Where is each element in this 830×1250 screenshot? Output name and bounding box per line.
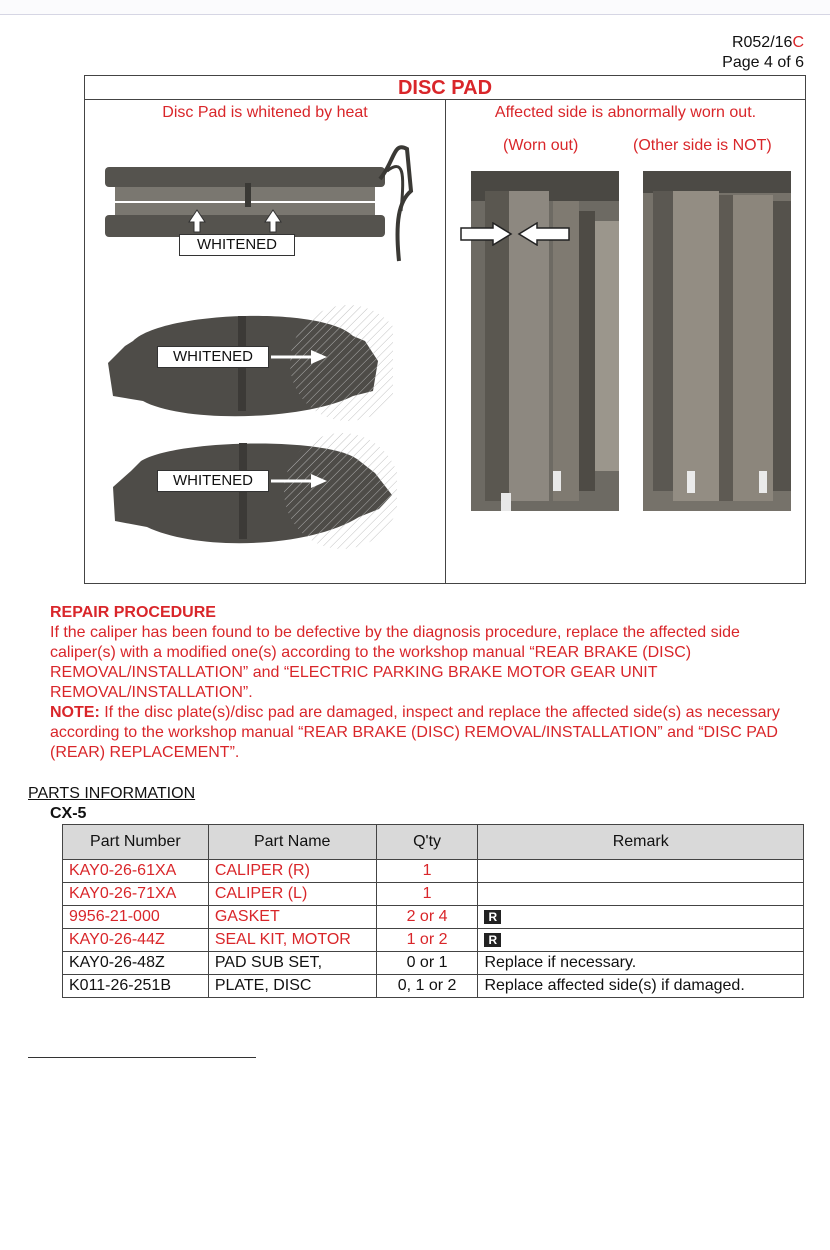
- other-side-pad-photo: [643, 171, 791, 511]
- parts-table: [62, 824, 804, 998]
- column-header: Q'ty: [376, 825, 478, 860]
- remark-cell: Replace if necessary.: [478, 952, 804, 975]
- part-name-cell: CALIPER (L): [208, 883, 376, 906]
- other-side-label: (Other side is NOT): [633, 137, 772, 154]
- column-header: Part Number: [63, 825, 209, 860]
- part-number-cell: KAY0-26-61XA: [63, 860, 209, 883]
- panel-title: DISC PAD: [85, 76, 805, 100]
- arrow-right-icon: [269, 348, 329, 366]
- table-row: [63, 906, 804, 929]
- repair-heading: REPAIR PROCEDURE: [50, 604, 216, 621]
- table-row: [63, 952, 804, 975]
- page-number: Page 4 of 6: [722, 54, 804, 71]
- arrow-right-icon: [269, 472, 329, 490]
- disc-pad-panel: [84, 75, 806, 584]
- worn-out-label: (Worn out): [503, 137, 579, 154]
- remark-cell: [478, 860, 804, 883]
- note-label: NOTE:: [50, 704, 100, 721]
- replacement-badge-icon: R: [484, 933, 501, 947]
- part-number-cell: KAY0-26-48Z: [63, 952, 209, 975]
- repair-procedure: [50, 603, 810, 763]
- part-name-cell: GASKET: [208, 906, 376, 929]
- worn-side-arrows: [459, 222, 571, 246]
- remark-cell: [478, 906, 804, 929]
- remark-cell: Replace affected side(s) if damaged.: [478, 975, 804, 998]
- top-bar: [0, 0, 830, 15]
- part-number-cell: K011-26-251B: [63, 975, 209, 998]
- footnote-line: [28, 1057, 256, 1058]
- remark-cell: [478, 883, 804, 906]
- table-row: [63, 883, 804, 906]
- note-text: If the disc plate(s)/disc pad are damaged, inspect and replace the affected side(s) as necessary according to the workshop manual “REAR BRAKE (DISC) REMOVAL/INSTALLATION” and “DISC PAD (REAR) REPLACEMENT”.: [50, 704, 780, 761]
- quantity-cell: 0, 1 or 2: [376, 975, 478, 998]
- column-header: Part Name: [208, 825, 376, 860]
- left-caption: Disc Pad is whitened by heat: [162, 104, 368, 121]
- pad-front-view-photo-2: [107, 431, 397, 556]
- repair-body: If the caliper has been found to be defective by the diagnosis procedure, replace the affected side caliper(s) with a modified one(s) according to the workshop manual “REAR BRAKE (DISC) REMOVAL/INSTALLATION” and “ELECTRIC PARKING BRAKE MOTOR GEAR UNIT REMOVAL/INSTALLATION”.: [50, 624, 740, 701]
- part-name-cell: SEAL KIT, MOTOR: [208, 929, 376, 952]
- part-number-cell: KAY0-26-71XA: [63, 883, 209, 906]
- part-number-cell: 9956-21-000: [63, 906, 209, 929]
- bulletin-code: R052/16C: [731, 34, 804, 51]
- part-number-cell: KAY0-26-44Z: [63, 929, 209, 952]
- quantity-cell: 1 or 2: [376, 929, 478, 952]
- right-caption: Affected side is abnormally worn out.: [494, 104, 757, 121]
- part-name-cell: CALIPER (R): [208, 860, 376, 883]
- panel-divider: [445, 99, 446, 583]
- table-header-row: [63, 825, 804, 860]
- quantity-cell: 2 or 4: [376, 906, 478, 929]
- repair-note: [50, 703, 810, 763]
- quantity-cell: 0 or 1: [376, 952, 478, 975]
- table-row: [63, 860, 804, 883]
- whitened-label-middle: WHITENED: [157, 346, 269, 368]
- replacement-badge-icon: R: [484, 910, 501, 924]
- part-name-cell: PLATE, DISC: [208, 975, 376, 998]
- whitened-label-bottom: WHITENED: [157, 470, 269, 492]
- model-name: CX-5: [50, 805, 87, 822]
- remark-cell: [478, 929, 804, 952]
- part-name-cell: PAD SUB SET,: [208, 952, 376, 975]
- document-header: [722, 33, 804, 73]
- column-header: Remark: [478, 825, 804, 860]
- table-row: [63, 929, 804, 952]
- quantity-cell: 1: [376, 883, 478, 906]
- parts-title: PARTS INFORMATION: [28, 785, 196, 802]
- table-row: [63, 975, 804, 998]
- whitened-label-top: WHITENED: [179, 234, 295, 256]
- quantity-cell: 1: [376, 860, 478, 883]
